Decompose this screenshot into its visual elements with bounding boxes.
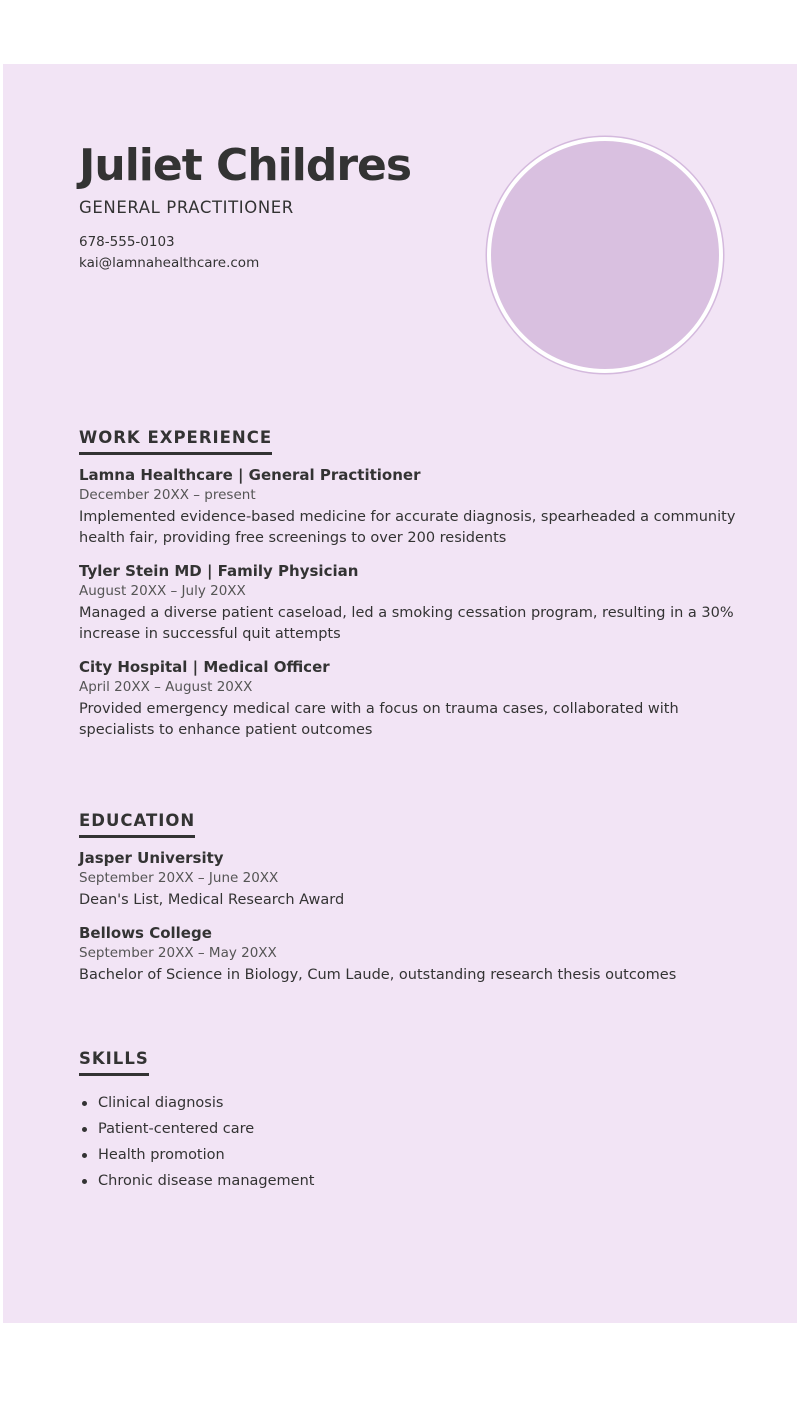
job-title: GENERAL PRACTITIONER — [79, 198, 294, 217]
education-description: Bachelor of Science in Biology, Cum Laude, outstanding research thesis outcomes — [79, 967, 677, 983]
education-entry — [79, 848, 739, 911]
education-entry — [79, 923, 739, 986]
work-entry — [79, 657, 739, 741]
resume-page — [3, 64, 797, 1323]
education-school: Jasper University — [79, 849, 224, 867]
education-school: Bellows College — [79, 924, 212, 942]
work-entry-title: Lamna Healthcare | General Practitioner — [79, 466, 421, 484]
email-address: kai@lamnahealthcare.com — [79, 255, 260, 271]
work-entry-description: Provided emergency medical care with a focus on trauma cases, collaborated with specialists to enhance patient outcomes — [79, 701, 679, 738]
section-heading-education: EDUCATION — [79, 810, 195, 838]
work-entry-description: Managed a diverse patient caseload, led a smoking cessation program, resulting in a 30% increase in successful quit attempts — [79, 605, 734, 642]
skill-item: Health promotion — [79, 1142, 739, 1168]
work-entry-dates: April 20XX – August 20XX — [79, 679, 253, 695]
phone-number: 678-555-0103 — [79, 234, 175, 250]
profile-photo-placeholder — [487, 137, 723, 373]
contact-info — [79, 232, 259, 274]
work-entry-title: Tyler Stein MD | Family Physician — [79, 562, 359, 580]
education-section — [79, 810, 739, 986]
skill-item: Chronic disease management — [79, 1168, 739, 1194]
skill-item: Patient-centered care — [79, 1116, 739, 1142]
section-heading-work-experience: WORK EXPERIENCE — [79, 427, 272, 455]
work-entry — [79, 561, 739, 645]
work-entry-dates: December 20XX – present — [79, 487, 256, 503]
section-heading-skills: SKILLS — [79, 1048, 149, 1076]
skills-section — [79, 1048, 739, 1194]
education-dates: September 20XX – June 20XX — [79, 870, 279, 886]
candidate-name: Juliet Childres — [79, 140, 412, 191]
work-entry-dates: August 20XX – July 20XX — [79, 583, 246, 599]
skills-list — [79, 1090, 739, 1194]
work-entry — [79, 465, 739, 549]
work-entry-description: Implemented evidence-based medicine for accurate diagnosis, spearheaded a community health fair, providing free screenings to over 200 residents — [79, 509, 736, 546]
work-experience-section — [79, 427, 739, 741]
skill-item: Clinical diagnosis — [79, 1090, 739, 1116]
education-dates: September 20XX – May 20XX — [79, 945, 277, 961]
work-entry-title: City Hospital | Medical Officer — [79, 658, 330, 676]
education-description: Dean's List, Medical Research Award — [79, 892, 345, 908]
